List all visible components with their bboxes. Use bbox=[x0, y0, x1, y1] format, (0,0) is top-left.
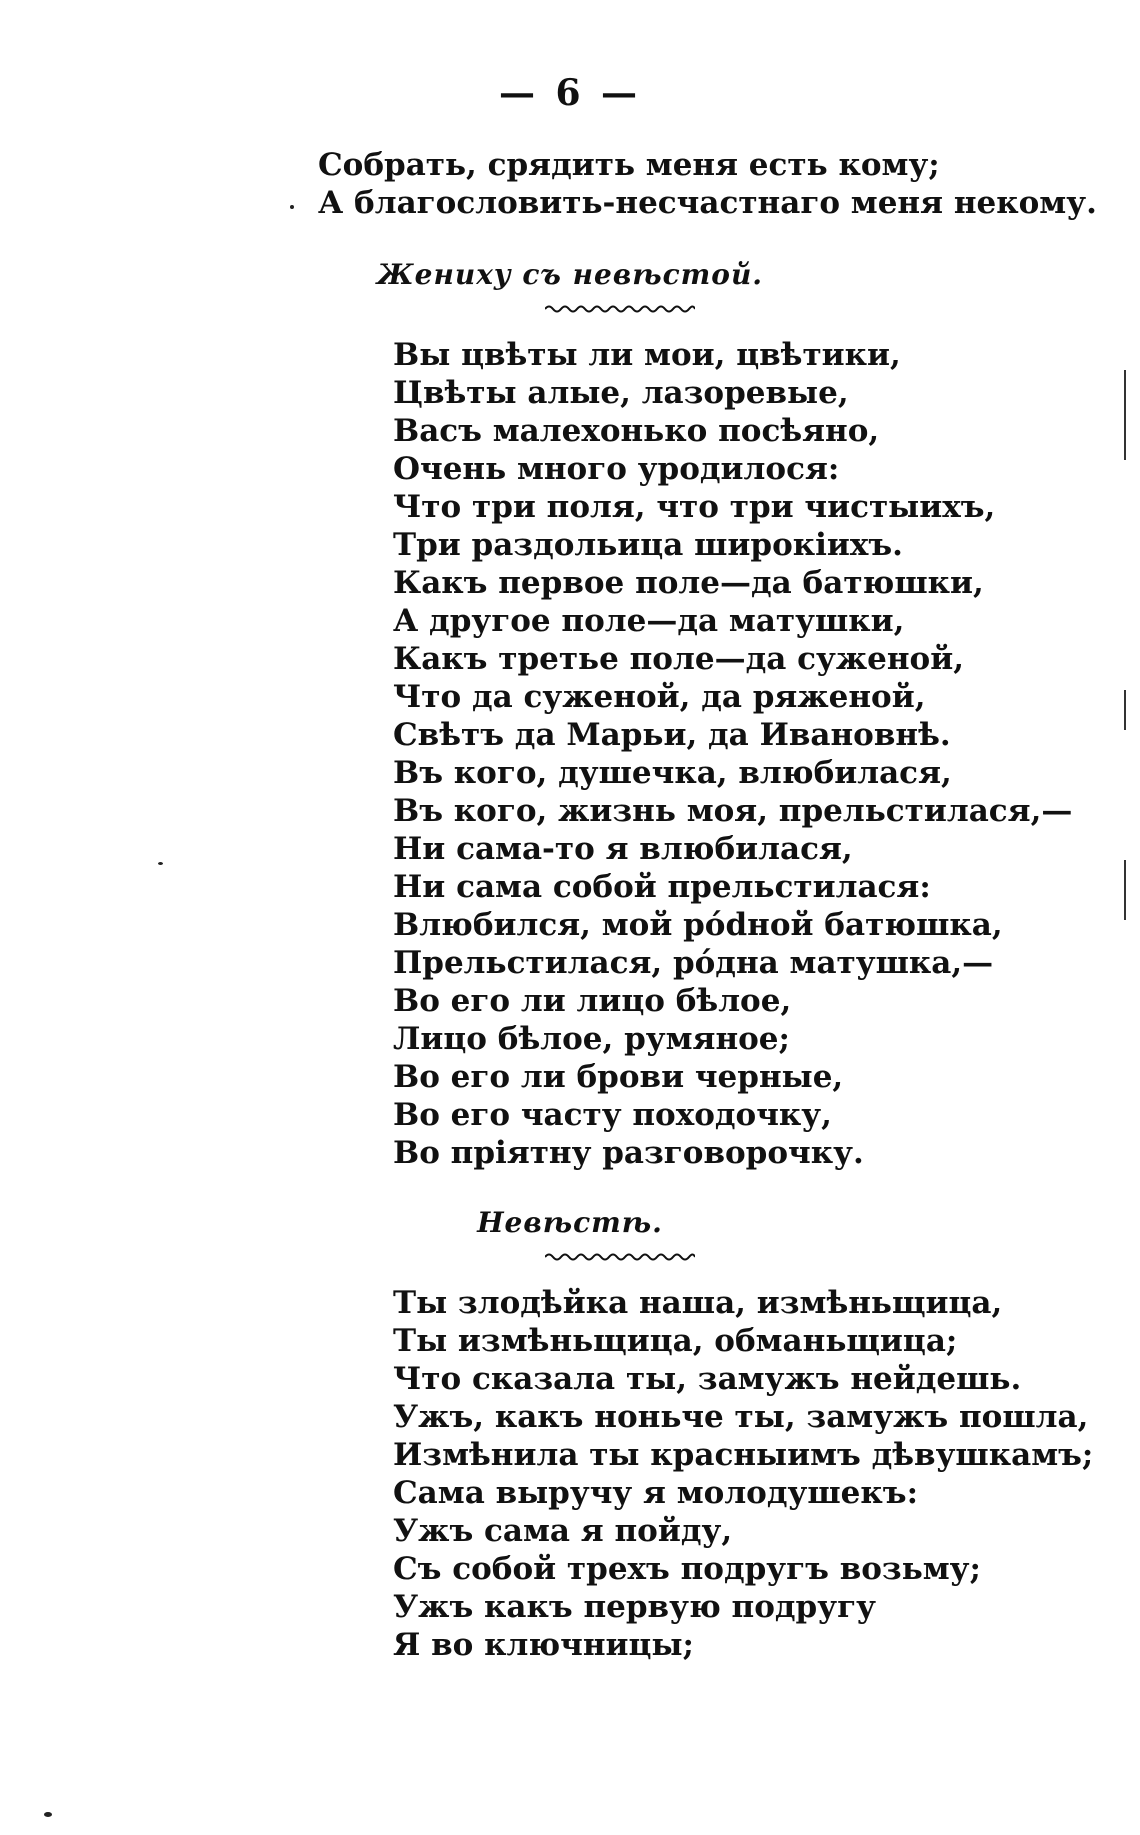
verse-line: Что да суженой, да ряженой, bbox=[393, 679, 926, 715]
verse-stanza bbox=[393, 336, 1072, 1172]
section-heading: Жениху съ невѣстой. bbox=[376, 258, 764, 291]
verse-line: Ужъ, какъ ноньче ты, замужъ пошла, bbox=[393, 1399, 1089, 1435]
verse-line: Въ кого, душечка, влюбилася, bbox=[393, 755, 952, 791]
verse-line: Влюбился, мой рódной батюшка, bbox=[393, 907, 1003, 943]
page-number: — 6 — bbox=[498, 72, 642, 114]
verse-line: Ужъ какъ первую подругу bbox=[393, 1589, 876, 1625]
verse-stanza bbox=[393, 1284, 1093, 1664]
verse-line: Въ кого, жизнь моя, прельстилася,— bbox=[393, 793, 1073, 829]
verse-line: А другое поле—да матушки, bbox=[393, 603, 905, 639]
verse-line: Во его часту походочку, bbox=[393, 1097, 832, 1133]
wavy-divider-icon bbox=[545, 1250, 695, 1264]
verse-line: Ужъ сама я пойду, bbox=[393, 1513, 733, 1549]
verse-line: Вы цвѣты ли мои, цвѣтики, bbox=[393, 337, 901, 373]
verse-line: Собрать, срядить меня есть кому; bbox=[318, 147, 940, 183]
section-heading: Невѣстѣ. bbox=[477, 1206, 663, 1239]
verse-line: Какъ третье поле—да суженой, bbox=[393, 641, 965, 677]
verse-line: Цвѣты алые, лазоревые, bbox=[393, 375, 849, 411]
verse-line: Ни сама-то я влюбилася, bbox=[393, 831, 853, 867]
verse-line: Три раздольица широкіихъ. bbox=[393, 527, 903, 563]
verse-line: Ни сама собой прельстилася: bbox=[393, 869, 931, 905]
verse-line: Во его ли лицо бѣлое, bbox=[393, 983, 792, 1019]
verse-line: Во пріятну разговорочку. bbox=[393, 1135, 864, 1171]
verse-line: Что три поля, что три чистыихъ, bbox=[393, 489, 996, 525]
scan-edge-mark bbox=[1124, 690, 1126, 730]
verse-line: Измѣнила ты красныимъ дѣвушкамъ; bbox=[393, 1437, 1094, 1473]
intro-verse bbox=[318, 146, 1097, 222]
verse-line: Ты измѣньщица, обманьщица; bbox=[393, 1323, 958, 1359]
scan-speck bbox=[44, 1812, 52, 1817]
scan-speck bbox=[158, 862, 163, 865]
wavy-divider-icon bbox=[545, 302, 695, 316]
verse-line: Во его ли брови черные, bbox=[393, 1059, 844, 1095]
verse-line: Я во ключницы; bbox=[393, 1627, 694, 1663]
scan-edge-mark bbox=[1124, 860, 1126, 920]
verse-line: А благословить-несчастнаго меня некому. bbox=[318, 185, 1097, 221]
verse-line: Какъ первое поле—да батюшки, bbox=[393, 565, 984, 601]
verse-line: Свѣтъ да Марьи, да Ивановнѣ. bbox=[393, 717, 951, 753]
verse-line: Что сказала ты, замужъ нейдешь. bbox=[393, 1361, 1022, 1397]
scan-edge-mark bbox=[1124, 370, 1126, 460]
scan-speck bbox=[290, 205, 294, 209]
verse-line: Ты злодѣйка наша, измѣньщица, bbox=[393, 1285, 1003, 1321]
verse-line: Очень много уродилося: bbox=[393, 451, 840, 487]
verse-line: Съ собой трехъ подругъ возьму; bbox=[393, 1551, 981, 1587]
verse-line: Прельстилася, рóдна матушка,— bbox=[393, 945, 994, 981]
verse-line: Сама выручу я молодушекъ: bbox=[393, 1475, 919, 1511]
verse-line: Лицо бѣлое, румяное; bbox=[393, 1021, 790, 1057]
verse-line: Васъ малехонько посѣяно, bbox=[393, 413, 880, 449]
